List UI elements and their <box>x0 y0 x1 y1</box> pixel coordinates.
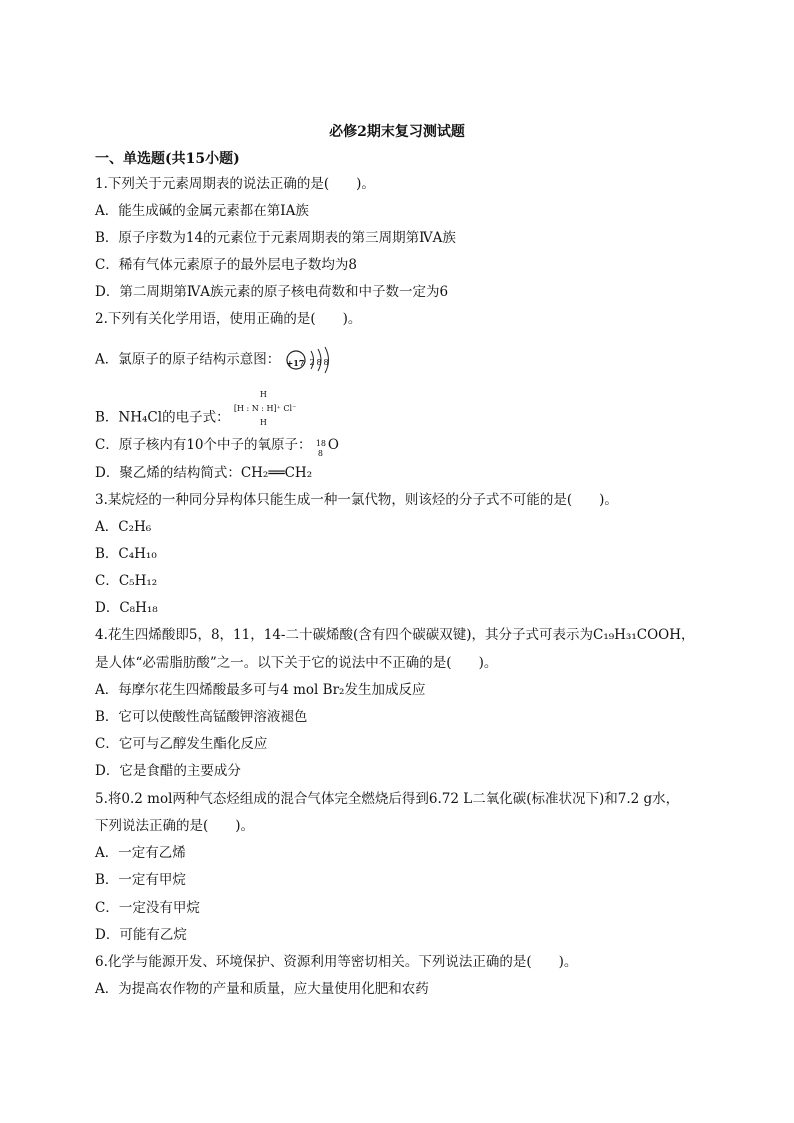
question-1-option-b: B．原子序数为14的元素位于元素周期表的第三周期第ⅣA族 <box>95 230 456 246</box>
question-5-option-b: B．一定有甲烷 <box>95 872 186 888</box>
question-5-stem-line-1: 5.将0.2 mol两种气态烃组成的混合气体完全燃烧后得到6.72 L二氧化碳(标准状况下)和7.2 g水， <box>95 791 680 807</box>
nucleus-charge: +17 <box>286 358 305 368</box>
question-3-option-a: A．C₂H₆ <box>95 519 152 535</box>
mass-number: 18 <box>315 438 326 448</box>
question-1-option-a: A．能生成碱的金属元素都在第ⅠA族 <box>95 203 309 219</box>
question-5-stem-line-2: 下列说法正确的是( )。 <box>95 818 255 834</box>
option-c-text: C．原子核内有10个中子的氧原子： <box>95 437 312 453</box>
question-2-option-d: D．聚乙烯的结构简式：CH₂══CH₂ <box>95 465 313 481</box>
option-b-text: B．NH₄Cl的电子式： <box>95 409 230 426</box>
question-1-stem: 1.下列关于元素周期表的说法正确的是( )。 <box>95 176 375 192</box>
question-1-option-d: D．第二周期第ⅣA族元素的原子核电荷数和中子数一定为6 <box>95 284 449 300</box>
question-6-stem: 6.化学与能源开发、环境保护、资源利用等密切相关。下列说法正确的是( )。 <box>95 954 578 970</box>
shell-2-electrons: 8 <box>316 358 322 367</box>
question-3-option-c: C．C₅H₁₂ <box>95 573 158 589</box>
question-3-stem: 3.某烷烃的一种同分异构体只能生成一种一氯代物，则该烃的分子式不可能的是( )。 <box>95 492 618 508</box>
formula-top-h: H <box>259 390 267 399</box>
option-a-text: A．氯原子的原子结构示意图： <box>95 351 281 368</box>
chlorine-atom-structure-diagram <box>285 346 337 374</box>
question-4-stem-line-2: 是人体“必需脂肪酸”之一。以下关于它的说法中不正确的是( )。 <box>95 655 498 671</box>
question-1-option-c: C．稀有气体元素原子的最外层电子数均为8 <box>95 257 357 273</box>
shell-1-electrons: 2 <box>309 358 315 367</box>
question-4-stem-line-1: 4.花生四烯酸即5，8，11，14-二十碳烯酸(含有四个碳碳双键)，其分子式可表示为C₁₉H₃₁COOH， <box>95 627 695 643</box>
nh4cl-electron-formula <box>233 390 314 436</box>
question-5-option-d: D．可能有乙烷 <box>95 927 187 943</box>
question-3-option-d: D．C₈H₁₈ <box>95 600 158 616</box>
question-5-option-c: C．一定没有甲烷 <box>95 900 200 916</box>
question-6-option-a: A．为提高农作物的产量和质量，应大量使用化肥和农药 <box>95 981 429 997</box>
formula-bottom-h: H <box>259 418 267 427</box>
document-title: 必修2期末复习测试题 <box>329 124 465 140</box>
question-2-option-c <box>95 436 339 458</box>
formula-middle: [H : N : H]⁺ Cl⁻ <box>233 404 297 413</box>
question-4-option-c: C．它可与乙醇发生酯化反应 <box>95 736 268 752</box>
atomic-number: 8 <box>317 448 323 458</box>
element-symbol: O <box>327 437 339 453</box>
section-heading: 一、单选题(共15小题) <box>95 151 240 167</box>
question-2-option-a <box>95 346 337 374</box>
question-2-stem: 2.下列有关化学用语，使用正确的是( )。 <box>95 311 362 327</box>
question-3-option-b: B．C₄H₁₀ <box>95 546 157 562</box>
question-2-option-b <box>95 390 314 438</box>
question-4-option-a: A．每摩尔花生四烯酸最多可与4 mol Br₂发生加成反应 <box>95 682 426 698</box>
question-4-option-b: B．它可以使酸性高锰酸钾溶液褪色 <box>95 709 308 725</box>
oxygen-isotope <box>315 437 328 458</box>
question-5-option-a: A．一定有乙烯 <box>95 845 186 861</box>
question-4-option-d: D．它是食醋的主要成分 <box>95 763 241 779</box>
shell-3-electrons: 8 <box>323 358 329 367</box>
